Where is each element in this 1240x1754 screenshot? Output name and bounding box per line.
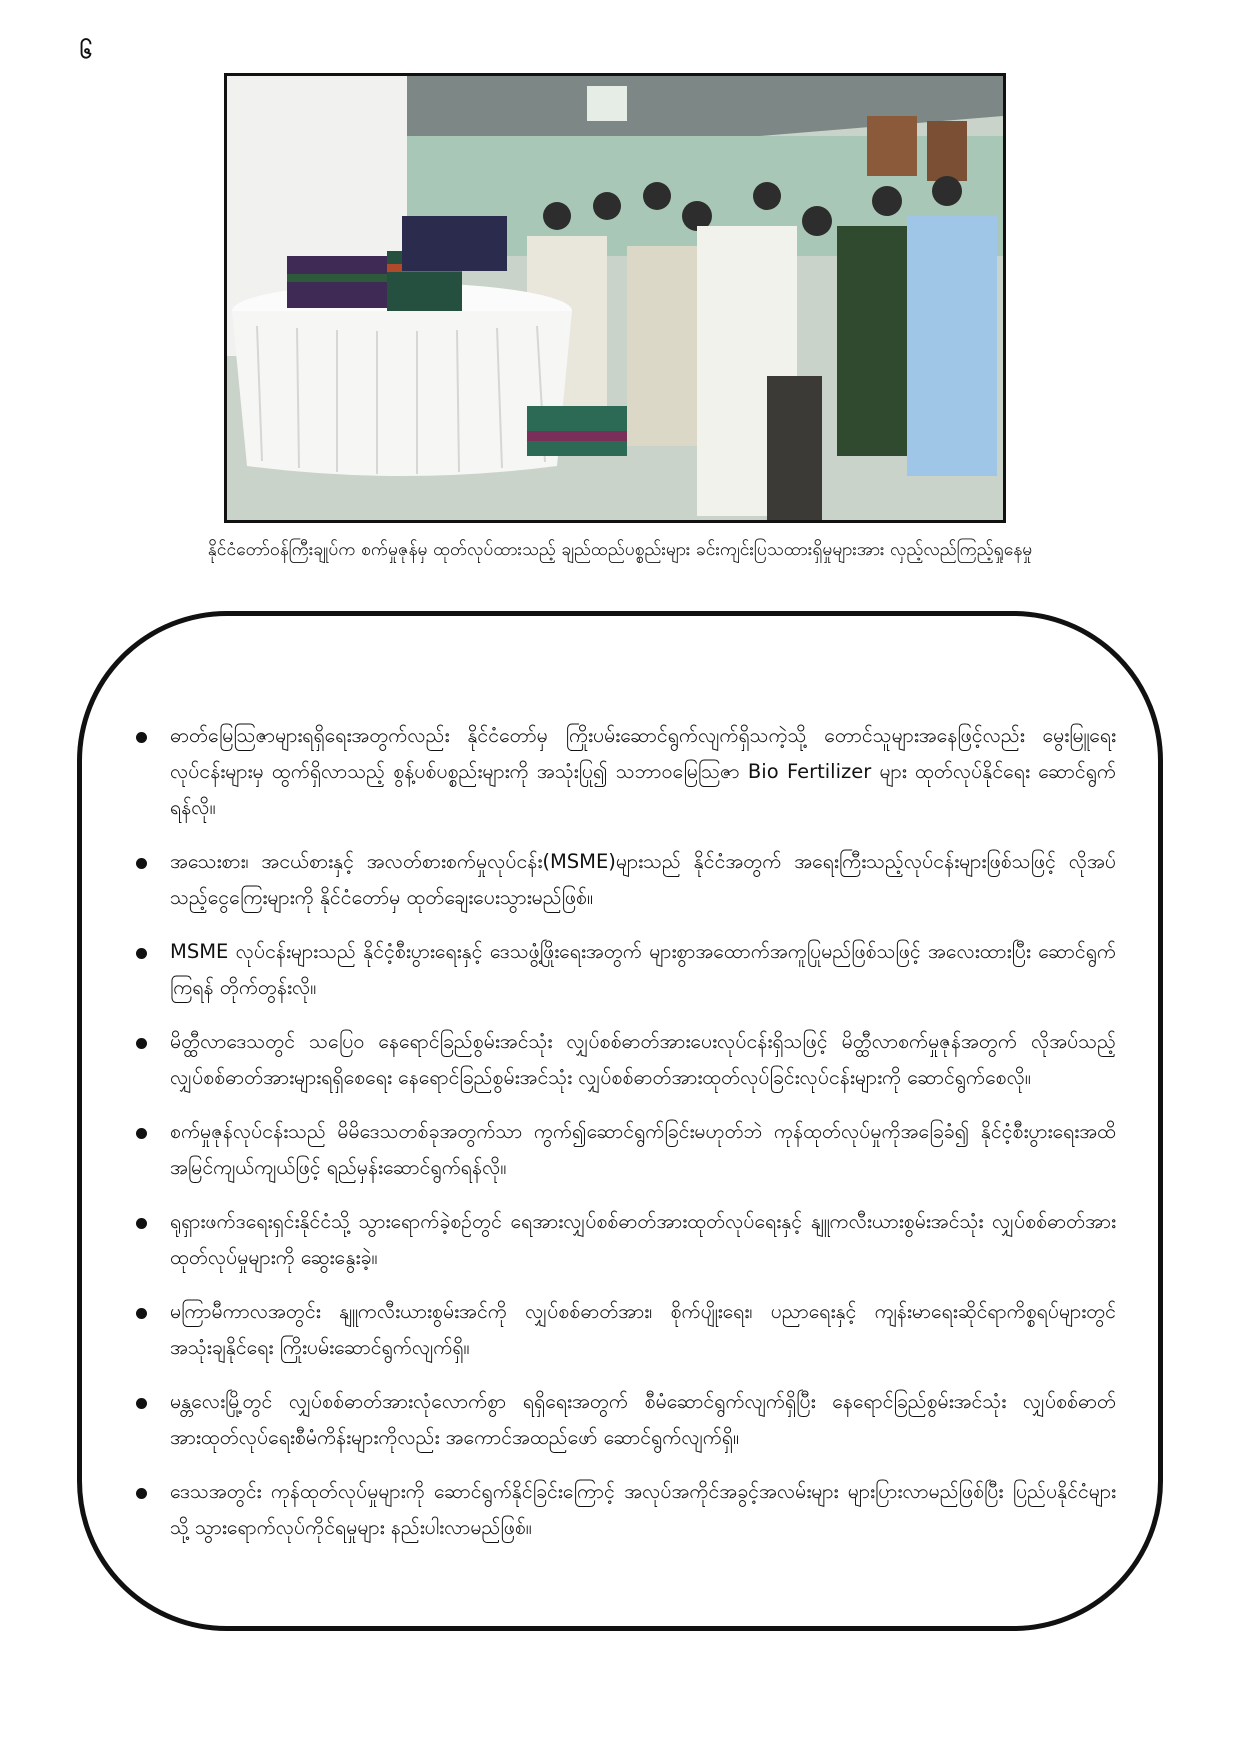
photo-caption: နိုင်ငံတော်ဝန်ကြီးချုပ်က စက်မှုဇုန်မှ ထုတ်လုပ်ထားသည့် ချည်ထည်ပစ္စည်းများ ခင်းကျင်းပြသထားရှိမှုများအား လှည့်လည်ကြည့်ရှုနေမှု — [207, 540, 1033, 560]
bullet-text: ရုရှားဖက်ဒရေးရှင်းနိုင်ငံသို့ သွားရောက်ခဲ့စဉ်တွင် ရေအားလျှပ်စစ်ဓာတ်အားထုတ်လုပ်ရေးနှင့် နျူကလီးယားစွမ်းအင်သုံး လျှပ်စစ်ဓာတ်အား ထုတ်လုပ်မှုများကို ဆွေးနွေးခဲ့။ — [170, 1210, 1116, 1269]
list-item — [132, 1024, 1116, 1096]
list-item — [132, 1474, 1116, 1546]
bullet-icon — [136, 1398, 147, 1409]
bullet-text: အသေးစား၊ အငယ်စားနှင့် အလတ်စားစက်မှုလုပ်ငန်း(MSME)များသည် နိုင်ငံအတွက် အရေးကြီးသည့်လုပ်ငန်းများဖြစ်သဖြင့် လိုအပ်သည့်ငွေကြေးများကို နိုင်ငံတော်မှ ထုတ်ချေးပေးသွားမည်ဖြစ်။ — [170, 850, 1116, 909]
event-photo — [224, 73, 1006, 523]
bullet-text: မိတ္ထီလာဒေသတွင် သပြေဝ နေရောင်ခြည်စွမ်းအင်သုံး လျှပ်စစ်ဓာတ်အားပေးလုပ်ငန်းရှိသဖြင့် မိတ္ထီလာစက်မှုဇုန်အတွက် လိုအပ်သည့် လျှပ်စစ်ဓာတ်အားများရရှိစေရေး နေရောင်ခြည်စွမ်းအင်သုံး လျှပ်စစ်ဓာတ်အားထုတ်လုပ်ခြင်းလုပ်ငန်းများကို ဆောင်ရွက်စေလို။ — [170, 1030, 1116, 1089]
bullet-text: မကြာမီကာလအတွင်း နျူကလီးယားစွမ်းအင်ကို လျှပ်စစ်ဓာတ်အား၊ စိုက်ပျိုးရေး၊ ပညာရေးနှင့် ကျန်းမာရေးဆိုင်ရာကိစ္စရပ်များတွင် အသုံးချနိုင်ရေး ကြိုးပမ်းဆောင်ရွက်လျက်ရှိ။ — [170, 1300, 1116, 1359]
bullet-icon — [136, 948, 147, 959]
page-number: ၆ — [80, 39, 93, 64]
bullet-icon — [136, 1308, 147, 1319]
bullet-text: မန္တလေးမြို့တွင် လျှပ်စစ်ဓာတ်အားလုံလောက်စွာ ရရှိရေးအတွက် စီမံဆောင်ရွက်လျက်ရှိပြီး နေရောင်ခြည်စွမ်းအင်သုံး လျှပ်စစ်ဓာတ်အားထုတ်လုပ်ရေးစီမံကိန်းများကိုလည်း အကောင်အထည်ဖော် ဆောင်ရွက်လျက်ရှိ။ — [170, 1390, 1116, 1449]
bullet-text: စက်မှုဇုန်လုပ်ငန်းသည် မိမိဒေသတစ်ခုအတွက်သာ ကွက်၍ဆောင်ရွက်ခြင်းမဟုတ်ဘဲ ကုန်ထုတ်လုပ်မှုကိုအခြေခံ၍ နိုင်ငံ့စီးပွားရေးအထိ အမြင်ကျယ်ကျယ်ဖြင့် ရည်မှန်းဆောင်ရွက်ရန်လို။ — [170, 1120, 1116, 1179]
bullet-icon — [136, 1128, 147, 1139]
list-item — [132, 934, 1116, 1006]
bullet-text: ဓာတ်မြေဩဇာများရရှိရေးအတွက်လည်း နိုင်ငံတော်မှ ကြိုးပမ်းဆောင်ရွက်လျက်ရှိသကဲ့သို့ တောင်သူများအနေဖြင့်လည်း မွေးမြူရေးလုပ်ငန်းများမှ ထွက်ရှိလာသည့် စွန့်ပစ်ပစ္စည်းများကို အသုံးပြု၍ သဘာဝမြေဩဇာ Bio Fertilizer များ ထုတ်လုပ်နိုင်ရေး ဆောင်ရွက်ရန်လို။ — [170, 724, 1116, 819]
bullet-icon — [136, 1218, 147, 1229]
bullet-text: MSME လုပ်ငန်းများသည် နိုင်ငံ့စီးပွားရေးနှင့် ဒေသဖွံ့ဖြိုးရေးအတွက် များစွာအထောက်အကူပြုမည်ဖြစ်သဖြင့် အလေးထားပြီး ဆောင်ရွက်ကြရန် တိုက်တွန်းလို။ — [170, 940, 1116, 999]
list-item — [132, 844, 1116, 916]
bullet-text: ဒေသအတွင်း ကုန်ထုတ်လုပ်မှုများကို ဆောင်ရွက်နိုင်ခြင်းကြောင့် အလုပ်အကိုင်အခွင့်အလမ်းများ များပြားလာမည်ဖြစ်ပြီး ပြည်ပနိုင်ငံများသို့ သွားရောက်လုပ်ကိုင်ရမှုများ နည်းပါးလာမည်ဖြစ်။ — [170, 1480, 1116, 1539]
list-item — [132, 1204, 1116, 1276]
list-item — [132, 1384, 1116, 1456]
bullet-icon — [136, 1488, 147, 1499]
list-item — [132, 1114, 1116, 1186]
bullet-list — [132, 718, 1116, 1564]
bullet-icon — [136, 1038, 147, 1049]
list-item — [132, 718, 1116, 826]
list-item — [132, 1294, 1116, 1366]
photo-illustration — [227, 76, 1003, 520]
bullet-icon — [136, 858, 147, 869]
bullet-icon — [136, 732, 147, 743]
